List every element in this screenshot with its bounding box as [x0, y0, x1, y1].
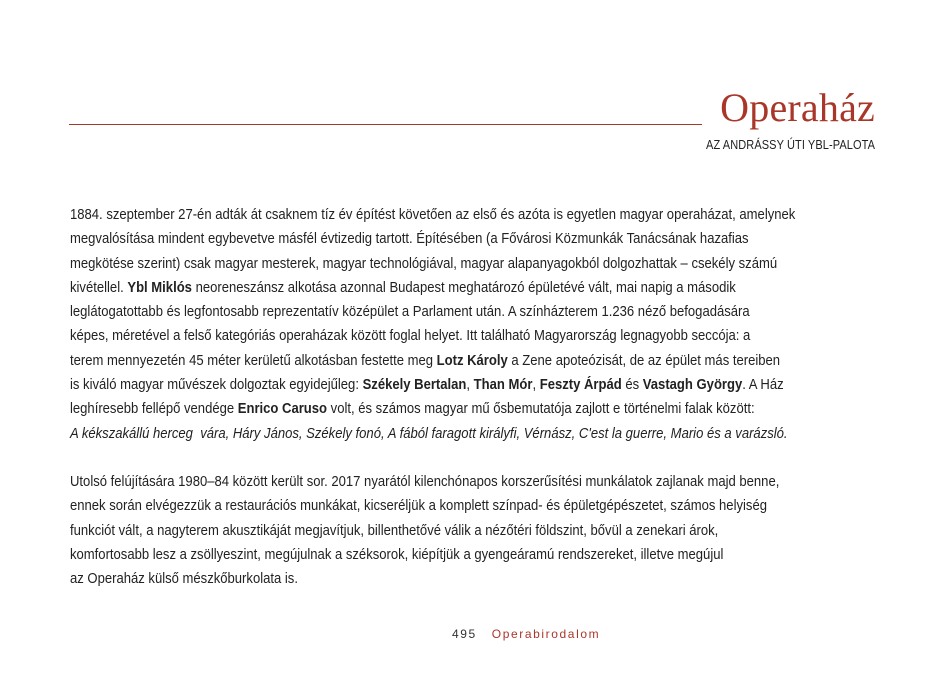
header-rule [69, 124, 702, 125]
bold-name: Vastagh György [642, 376, 743, 394]
bold-name: Lotz Károly [436, 351, 508, 369]
paragraph-2-line: Utolsó felújítására 1980–84 között került sor. 2017 nyarától kilenchónapos korszerűsítési munkálatok zajlanak majd benne, [70, 472, 780, 490]
bold-name: Ybl Miklós [127, 278, 192, 296]
bold-name: Than Mór [473, 376, 533, 394]
page-footer [452, 627, 600, 641]
paragraph-1-line: 1884. szeptember 27-én adták át csaknem tíz év építést követően az első és azóta is egyetlen magyar operaházat, amelynek [70, 206, 796, 223]
bold-name: Enrico Caruso [237, 400, 328, 418]
text-span: is kiváló magyar művészek dolgoztak egyidejűleg: [70, 376, 363, 394]
paragraph-2-line: ennek során elvégezzük a restaurációs munkákat, kicseréljük a komplett színpad- és épületgépészetet, számos helyiség [70, 497, 767, 515]
paragraph-1-line: megvalósítása mindent egybevetve másfél évtizedig tartott. Építésében (a Fővárosi Közmunkák Tanácsának hazafias [70, 230, 749, 248]
paragraph-1-line: képes, méretével a felső kategóriás operaházak között foglal helyet. Itt található Magyarország legnagyobb seccója: a [70, 327, 751, 345]
text-span: leghíresebb fellépő vendége [70, 400, 238, 418]
paragraph-gap [70, 446, 890, 470]
page-title: Operaház [720, 85, 875, 130]
page-number: 495 [452, 627, 477, 641]
text-span: kivétellel. [70, 278, 128, 296]
bold-name: Feszty Árpád [539, 376, 622, 394]
text-span: és [621, 376, 643, 394]
text-span: a Zene apoteózisát, de az épület más tereiben [507, 351, 781, 369]
text-span: , [466, 376, 474, 394]
paragraph-1-line [70, 349, 781, 373]
paragraph-2-line: az Operaház külső mészkőburkolata is. [70, 570, 298, 588]
page-subtitle: AZ ANDRÁSSY ÚTI YBL-PALOTA [706, 138, 875, 152]
text-span: . A Ház [742, 376, 784, 394]
text-span: volt, és számos magyar mű ősbemutatója zajlott e történelmi falak között: [327, 400, 755, 418]
text-span: terem mennyezetén 45 méter kerületű alkotásban festette meg [70, 351, 437, 369]
paragraph-2-line: komfortosabb lesz a zsöllyeszint, megújulnak a széksorok, kiépítjük a gyengeáramú rendszereket, illetve megújul [70, 545, 724, 563]
paragraph-1-line [70, 373, 784, 397]
text-span: neoreneszánsz alkotása azonnal Budapest meghatározó épületévé vált, mai napig a második [191, 278, 736, 296]
paragraph-1-line: megkötése szerint) csak magyar mesterek, magyar technológiával, magyar alapanyagokból dolgozhattak – csekély számú [70, 254, 778, 272]
works-list: A kékszakállú herceg vára, Háry János, Székely fonó, A fából faragott királyfi, Vérnász, C'est la guerre, Mario és a varázsló. [70, 424, 788, 442]
paragraph-1-line: leglátogatottabb és legfontosabb reprezentatív középület a Parlament után. A színházterem 1.236 néző befogadására [70, 303, 750, 321]
paragraph-1-line [70, 276, 775, 300]
section-name: Operabirodalom [491, 627, 601, 641]
paragraph-2-line: funkciót vált, a nagyterem akusztikáját megjavítjuk, billenthetővé válik a nézőtéri földszint, bővül a zenekari árok, [70, 521, 719, 539]
paragraph-1-line [70, 422, 788, 446]
body-text [70, 203, 890, 591]
text-span: , [532, 376, 540, 394]
paragraph-1-line [70, 397, 775, 421]
bold-name: Székely Bertalan [362, 376, 467, 394]
